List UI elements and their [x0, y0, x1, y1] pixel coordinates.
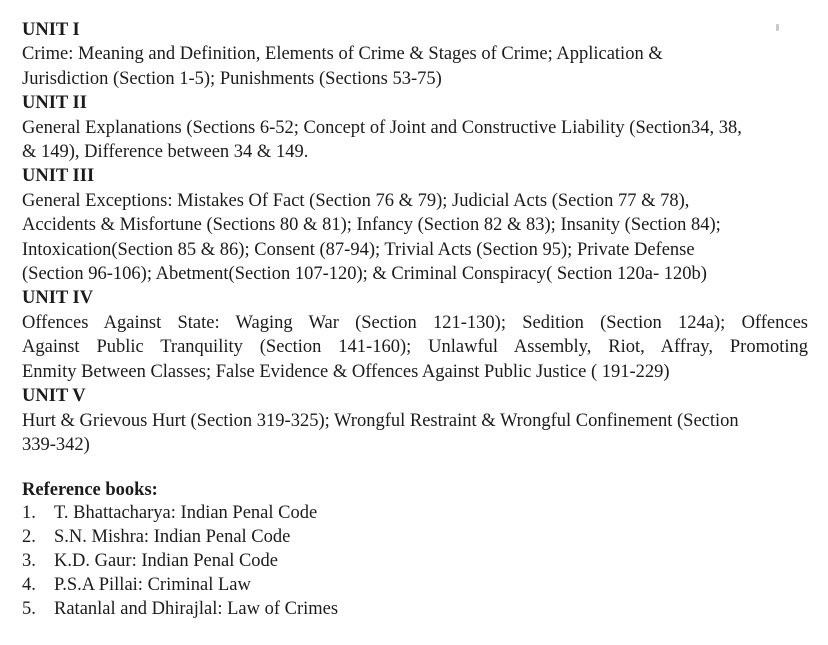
unit-section-1 [22, 18, 808, 91]
text-line: & 149), Difference between 34 & 149. [22, 142, 309, 163]
unit-4-heading: UNIT IV [22, 288, 94, 309]
unit-3-heading: UNIT III [22, 166, 95, 187]
list-item [22, 526, 808, 550]
list-item [22, 502, 808, 526]
text-line: (Section 96-106); Abetment(Section 107-120); & Criminal Conspiracy( Section 120a- 120b) [22, 264, 707, 285]
text-line: Hurt & Grievous Hurt (Section 319-325); Wrongful Restraint & Wrongful Confinement (Section [22, 410, 739, 431]
list-item-number: 5. [22, 598, 36, 619]
list-item-number: 1. [22, 503, 36, 524]
unit-2-heading: UNIT II [22, 93, 87, 114]
document-page [22, 18, 808, 621]
list-item [22, 550, 808, 574]
list-item-text: K.D. Gaur: Indian Penal Code [54, 550, 279, 571]
reference-books-heading: Reference books: [22, 480, 158, 501]
text-line: Enmity Between Classes; False Evidence & Offences Against Public Justice ( 191-229) [22, 361, 670, 382]
unit-5-paragraph [22, 409, 808, 458]
list-item-number: 4. [22, 574, 36, 595]
unit-2-paragraph [22, 116, 808, 165]
list-item-text: S.N. Mishra: Indian Penal Code [54, 527, 291, 548]
scan-artifact [776, 24, 779, 31]
list-item [22, 574, 808, 598]
unit-section-3 [22, 164, 808, 286]
unit-3-paragraph [22, 189, 808, 287]
unit-4-paragraph [22, 311, 808, 384]
reference-books-section [22, 478, 808, 621]
text-line: Offences Against State: Waging War (Section 121-130); Sedition (Section 124a); Offences [22, 312, 808, 333]
unit-section-4 [22, 286, 808, 384]
text-line: 339-342) [22, 434, 90, 455]
unit-section-2 [22, 91, 808, 164]
list-item-text: T. Bhattacharya: Indian Penal Code [54, 503, 318, 524]
text-line: Against Public Tranquility (Section 141-160); Unlawful Assembly, Riot, Affray, Promoting [22, 337, 808, 358]
text-line: Jurisdiction (Section 1-5); Punishments (Sections 53-75) [22, 68, 442, 89]
unit-section-5 [22, 384, 808, 457]
list-item-text: P.S.A Pillai: Criminal Law [54, 574, 251, 595]
text-line: Accidents & Misfortune (Sections 80 & 81); Infancy (Section 82 & 83); Insanity (Section 84); [22, 215, 721, 236]
list-item [22, 598, 808, 622]
unit-1-heading: UNIT I [22, 20, 80, 40]
text-line: General Explanations (Sections 6-52; Concept of Joint and Constructive Liability (Section34, 38, [22, 117, 742, 138]
list-item-number: 3. [22, 550, 36, 571]
unit-5-heading: UNIT V [22, 386, 86, 407]
text-line: Intoxication(Section 85 & 86); Consent (87-94); Trivial Acts (Section 95); Private Defense [22, 239, 695, 260]
text-line: General Exceptions: Mistakes Of Fact (Section 76 & 79); Judicial Acts (Section 77 & 78), [22, 190, 690, 211]
list-item-number: 2. [22, 527, 36, 548]
text-line: Crime: Meaning and Definition, Elements of Crime & Stages of Crime; Application & [22, 44, 663, 65]
unit-1-paragraph [22, 42, 808, 91]
list-item-text: Ratanlal and Dhirajlal: Law of Crimes [54, 598, 339, 619]
